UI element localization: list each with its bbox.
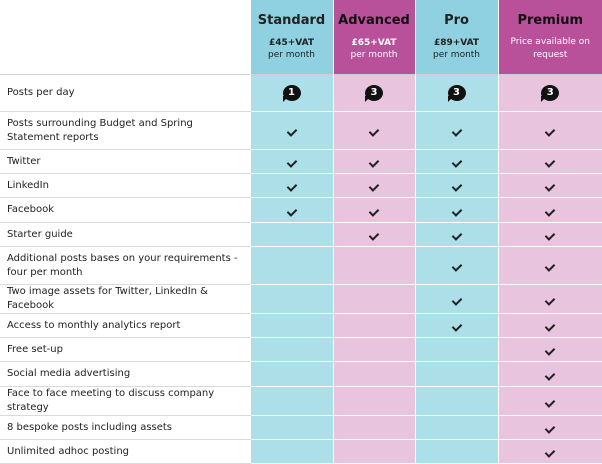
plan-cell-standard: [250, 112, 333, 150]
feature-row: [0, 198, 602, 223]
plan-header-pro: [415, 0, 498, 75]
feature-label: Facebook: [0, 198, 250, 223]
feature-label: Access to monthly analytics report: [0, 314, 250, 338]
plan-name: Standard: [251, 13, 333, 29]
plan-cell-premium: [498, 174, 602, 198]
check-icon: [451, 295, 462, 306]
plan-cell-pro: [415, 387, 498, 416]
plan-cell-advanced: [333, 440, 415, 464]
plan-cell-pro: [415, 314, 498, 338]
feature-row: [0, 174, 602, 198]
plan-name: Pro: [416, 13, 498, 29]
plan-cell-standard: [250, 416, 333, 440]
check-icon: [545, 230, 556, 241]
plan-cell-advanced: [333, 387, 415, 416]
feature-row: [0, 150, 602, 174]
check-icon: [545, 295, 556, 306]
plan-cell-premium: [498, 440, 602, 464]
check-icon: [545, 126, 556, 137]
plan-cell-advanced: [333, 362, 415, 387]
check-icon: [451, 230, 462, 241]
posts-count: 3: [448, 85, 466, 101]
check-icon: [369, 206, 380, 217]
plan-cell-premium: [498, 198, 602, 223]
plan-header-row: [0, 0, 602, 75]
check-icon: [545, 447, 556, 458]
speech-bubble-icon: [282, 85, 302, 103]
plan-cell-advanced: [333, 150, 415, 174]
plan-cell-standard: [250, 150, 333, 174]
plan-cell-premium: [498, 223, 602, 247]
speech-bubble-icon: [447, 85, 467, 103]
plan-cell-premium: [498, 416, 602, 440]
feature-label: Free set-up: [0, 338, 250, 362]
posts-count: 1: [283, 85, 301, 101]
plan-cell-standard: [250, 223, 333, 247]
feature-row: [0, 416, 602, 440]
plan-cell-advanced: [333, 416, 415, 440]
plan-cell-pro: [415, 223, 498, 247]
plan-cell-premium: [498, 387, 602, 416]
plan-cell-pro: [415, 174, 498, 198]
speech-bubble-icon: [364, 85, 384, 103]
plan-cell-premium: [498, 247, 602, 285]
plan-name: Advanced: [334, 13, 415, 29]
plan-cell-advanced: [333, 174, 415, 198]
check-icon: [545, 370, 556, 381]
plan-cell-pro: [415, 362, 498, 387]
plan-cell-advanced: [333, 112, 415, 150]
check-icon: [286, 206, 297, 217]
feature-label: Posts surrounding Budget and Spring Statement reports: [0, 112, 250, 150]
plan-price: £65+VAT: [334, 37, 415, 49]
plan-cell-premium: [498, 285, 602, 314]
check-icon: [286, 157, 297, 168]
feature-row: [0, 112, 602, 150]
check-icon: [451, 157, 462, 168]
plan-cell-advanced: [333, 338, 415, 362]
feature-row: [0, 247, 602, 285]
check-icon: [451, 206, 462, 217]
check-icon: [451, 126, 462, 137]
plan-cell-standard: [250, 362, 333, 387]
feature-row: [0, 440, 602, 464]
feature-label: Posts per day: [0, 75, 250, 112]
feature-label: Twitter: [0, 150, 250, 174]
plan-name: Premium: [499, 13, 602, 29]
plan-cell-pro: [415, 416, 498, 440]
plan-cell-advanced: [333, 198, 415, 223]
posts-count: 3: [541, 85, 559, 101]
feature-row: [0, 285, 602, 314]
plan-cell-pro: [415, 150, 498, 174]
feature-row: [0, 314, 602, 338]
plan-price-note: Price available on request: [499, 36, 602, 62]
check-icon: [545, 321, 556, 332]
check-icon: [369, 126, 380, 137]
plan-cell-pro: [415, 338, 498, 362]
check-icon: [286, 181, 297, 192]
plan-cell-premium: [498, 112, 602, 150]
plan-cell-standard: [250, 338, 333, 362]
plan-cell-pro: [415, 75, 498, 112]
plan-price: £89+VAT: [416, 37, 498, 49]
check-icon: [369, 157, 380, 168]
plan-cell-standard: [250, 247, 333, 285]
feature-label: 8 bespoke posts including assets: [0, 416, 250, 440]
check-icon: [545, 261, 556, 272]
plan-cell-premium: [498, 75, 602, 112]
plan-cell-premium: [498, 314, 602, 338]
feature-label: Unlimited adhoc posting: [0, 440, 250, 464]
plan-period: per month: [251, 49, 333, 61]
plan-period: per month: [416, 49, 498, 61]
check-icon: [451, 181, 462, 192]
plan-cell-standard: [250, 314, 333, 338]
check-icon: [545, 345, 556, 356]
plan-cell-standard: [250, 440, 333, 464]
plan-cell-advanced: [333, 285, 415, 314]
plan-cell-pro: [415, 112, 498, 150]
plan-cell-standard: [250, 285, 333, 314]
feature-row: [0, 387, 602, 416]
plan-cell-standard: [250, 387, 333, 416]
feature-label: Additional posts bases on your requirements - four per month: [0, 247, 250, 285]
plan-cell-premium: [498, 362, 602, 387]
plan-cell-pro: [415, 198, 498, 223]
plan-header-premium: [498, 0, 602, 75]
plan-cell-advanced: [333, 314, 415, 338]
check-icon: [545, 181, 556, 192]
plan-cell-standard: [250, 75, 333, 112]
check-icon: [369, 230, 380, 241]
check-icon: [286, 126, 297, 137]
feature-row: [0, 75, 602, 112]
check-icon: [451, 261, 462, 272]
plan-cell-pro: [415, 285, 498, 314]
feature-label: Social media advertising: [0, 362, 250, 387]
feature-label: LinkedIn: [0, 174, 250, 198]
posts-count: 3: [365, 85, 383, 101]
plan-cell-advanced: [333, 223, 415, 247]
check-icon: [545, 206, 556, 217]
plan-header-advanced: [333, 0, 415, 75]
plan-cell-advanced: [333, 75, 415, 112]
feature-rows: [0, 75, 602, 464]
plan-cell-premium: [498, 338, 602, 362]
check-icon: [545, 397, 556, 408]
feature-label: Two image assets for Twitter, LinkedIn & Facebook: [0, 285, 250, 314]
plan-header-standard: [250, 0, 333, 75]
plan-cell-standard: [250, 198, 333, 223]
plan-cell-standard: [250, 174, 333, 198]
feature-row: [0, 338, 602, 362]
feature-label: Face to face meeting to discuss company strategy: [0, 387, 250, 416]
feature-row: [0, 362, 602, 387]
check-icon: [545, 157, 556, 168]
feature-row: [0, 223, 602, 247]
plan-cell-pro: [415, 247, 498, 285]
plan-price: £45+VAT: [251, 37, 333, 49]
check-icon: [451, 321, 462, 332]
plan-period: per month: [334, 49, 415, 61]
speech-bubble-icon: [540, 85, 560, 103]
plan-cell-pro: [415, 440, 498, 464]
header-blank-cell: [0, 0, 250, 75]
check-icon: [545, 423, 556, 434]
feature-label: Starter guide: [0, 223, 250, 247]
check-icon: [369, 181, 380, 192]
plan-cell-advanced: [333, 247, 415, 285]
plan-cell-premium: [498, 150, 602, 174]
